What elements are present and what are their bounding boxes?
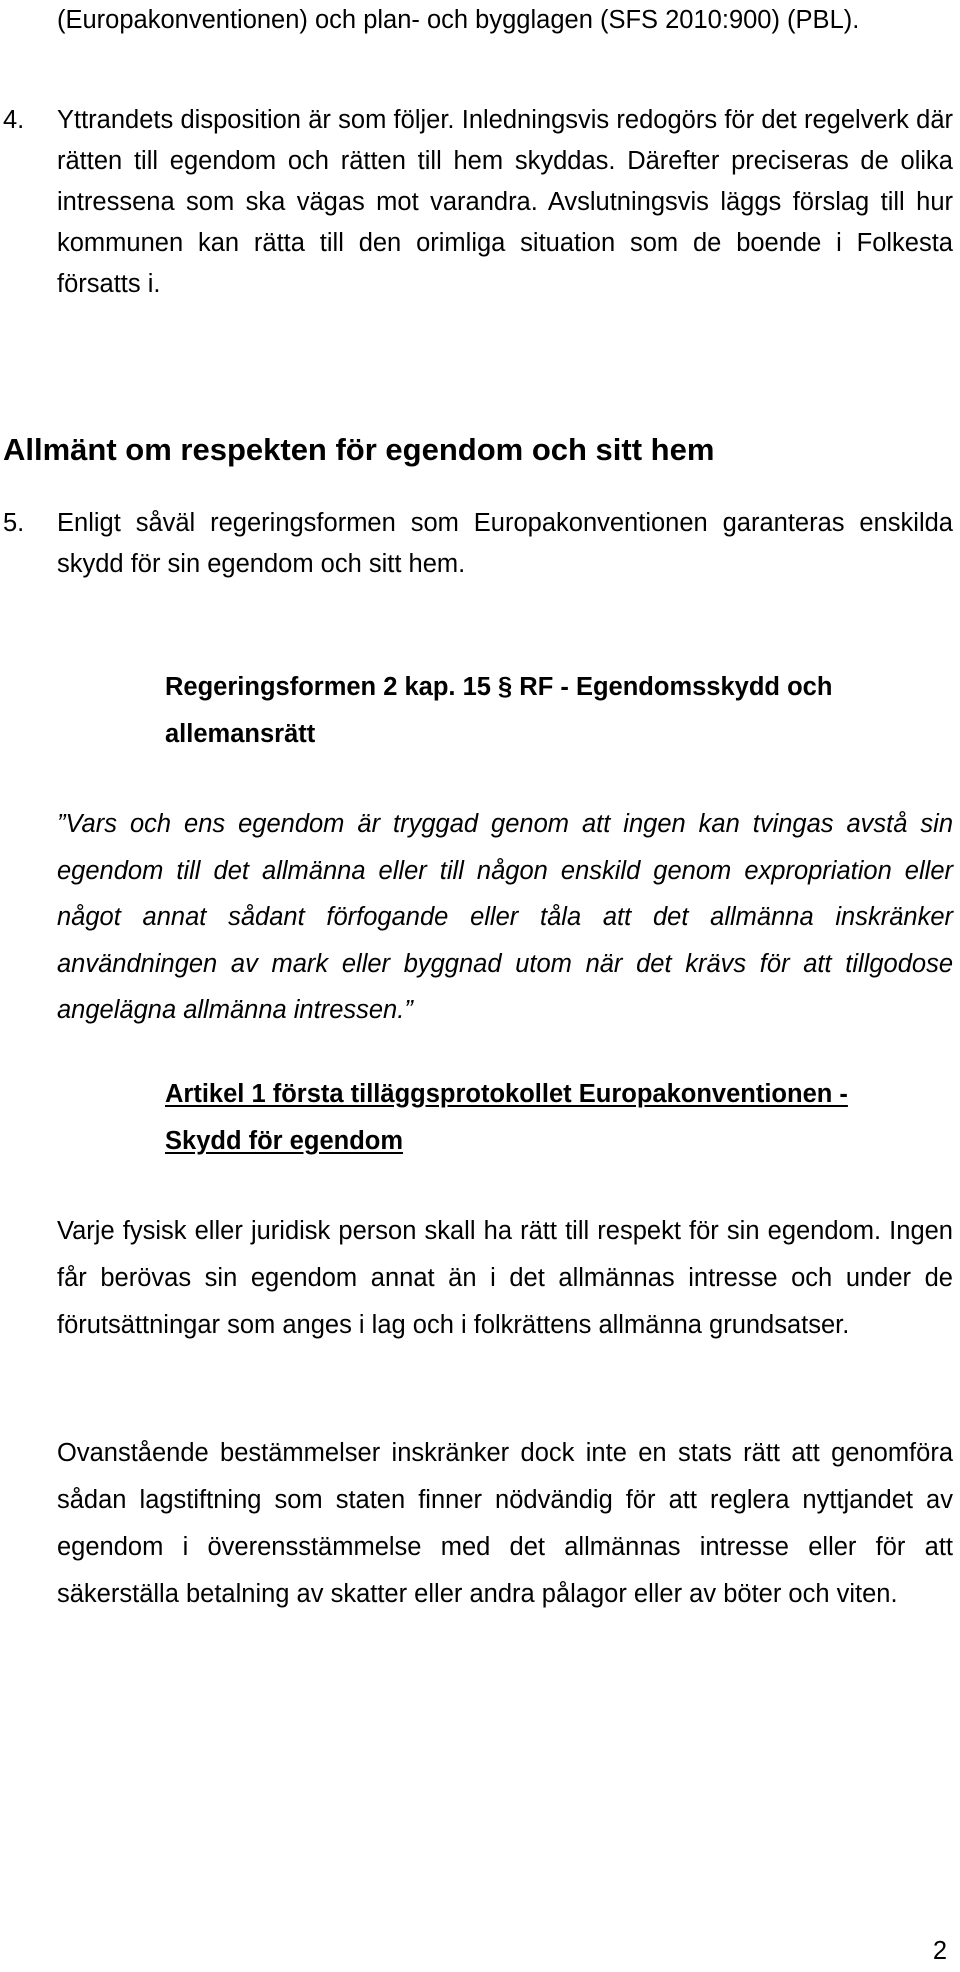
intro-continuation-paragraph — [3, 0, 953, 41]
paragraph-4-text: Yttrandets disposition är som följer. Inledningsvis redogörs för det regelverk där rätten till egendom och rätten till hem skyddas. Därefter preciseras de olika intressena som ska vägas mot varandra. Avslutningsvis läggs förslag till hur kommunen kan rätta till den orimliga situation som de boende i Folkesta försatts i. — [57, 106, 953, 298]
paragraph-4 — [3, 100, 953, 305]
rf-quote: ”Vars och ens egendom är tryggad genom att ingen kan tvingas avstå sin egendom till det allmänna eller till någon enskild genom expropriation eller något annat sådant förfogande eller tåla att det allmänna inskränker användningen av mark eller byggnad utom när det krävs för att tillgodose angelägna allmänna intressen.” — [57, 810, 953, 1024]
paragraph-5 — [3, 503, 953, 585]
echr-heading: Artikel 1 första tilläggsprotokollet Europakonventionen - Skydd för egendom — [165, 1080, 848, 1155]
intro-continuation-text: (Europakonventionen) och plan- och bygglagen (SFS 2010:900) (PBL). — [57, 6, 860, 34]
page-number: 2 — [932, 1937, 947, 1965]
paragraph-4-number: 4. — [3, 106, 25, 134]
echr-paragraph-2: Ovanstående bestämmelser inskränker dock inte en stats rätt att genomföra sådan lagstiftning som staten finner nödvändig för att reglera nyttjandet av egendom i överensstämmelse med det allmännas intresse eller för att säkerställa betalning av skatter eller andra pålagor eller av böter och viten. — [57, 1439, 953, 1608]
paragraph-5-number: 5. — [3, 509, 25, 537]
echr-paragraph-1: Varje fysisk eller juridisk person skall ha rätt till respekt för sin egendom. Ingen får berövas sin egendom annat än i det allmännas intresse och under de förutsättningar som anges i lag och i folkrättens allmänna grundsatser. — [57, 1217, 953, 1339]
section-heading: Allmänt om respekten för egendom och sitt hem — [3, 432, 715, 467]
paragraph-5-text: Enligt såväl regeringsformen som Europakonventionen garanteras enskilda skydd för sin egendom och sitt hem. — [57, 509, 953, 578]
rf-heading: Regeringsformen 2 kap. 15 § RF - Egendomsskydd och allemansrätt — [165, 673, 833, 748]
